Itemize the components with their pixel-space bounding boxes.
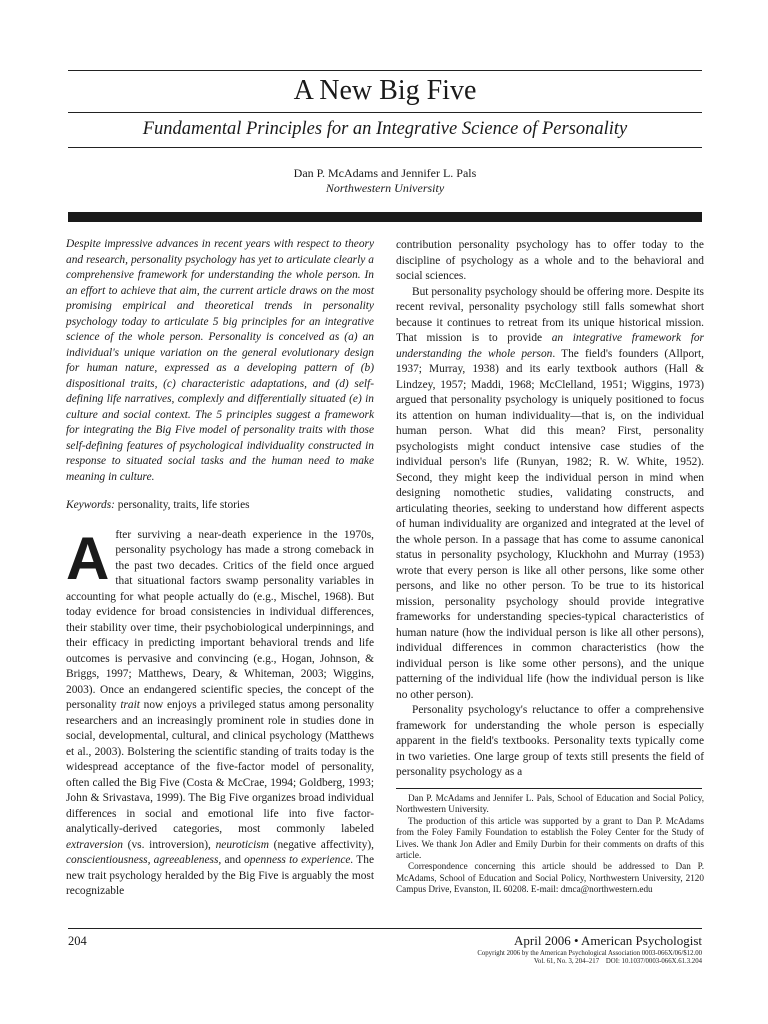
emphasis-integrative-framework: an integrative framework for understanding the whole person [396,332,704,360]
right-column [396,238,704,781]
textbooks-paragraph: Personality psychology's reluctance to offer a comprehensive framework for understanding the whole person is especially apparent in the field's textbooks. Personality texts typically come in two varieties. One large group of texts still presents the field of personality psychology as a [396,704,704,778]
volume-doi-line: Vol. 61, No. 3, 204–217 DOI: 10.1037/0003-066X.61.3.204 [533,958,702,965]
emphasis-conscientiousness: conscientiousness, agreeableness, [66,854,222,866]
footnotes [396,793,704,896]
mission-paragraph [396,285,704,704]
copyright-line: Copyright 2006 by the American Psychological Association 0003-066X/06/$12.00 [477,950,702,957]
article-subtitle: Fundamental Principles for an Integrative Science of Personality [142,119,628,139]
author-names: Dan P. McAdams and Jennifer L. Pals [293,166,477,180]
journal-info: April 2006 • American Psychologist [514,933,702,948]
footnote-correspondence: Correspondence concerning this article should be addressed to Dan P. McAdams, School of Education and Social Policy, Northwestern University, 2120 Campus Drive, Evanston, IL 60208. E-mail: dmca@northwestern.edu [396,861,704,895]
intro-text-1: fter surviving a near-death experience in the 1970s, personality psychology has made a strong comeback in the past two decades. Critics of the field once argued that situational factors swamp personality variables in accounting for what people actually do (e.g., Mischel, 1968). But today evidence for broad consistencies in individual differences, their stability over time, their psychobiological underpinnings, and their efficacy in predicting important behavioral trends and life outcomes is pervasive and convincing (e.g., Hogan, Johnson, & Briggs, 1997; Matthews, Deary, & Whiteman, 2003; Wiggins, 2003). Once an endangered scientific species, the concept of the personality [66,528,374,711]
intro-text-3: (vs. introversion), [122,838,216,851]
subtitle-rule [68,147,702,148]
emphasis-neuroticism: neuroticism [215,838,269,851]
abstract: Despite impressive advances in recent years with respect to theory and research, personality psychology has yet to articulate clearly a comprehensive framework for understanding the whole person. In an effort to achieve that aim, the current article draws on the most promising empirical and theoretical trends in personality psychology today to articulate 5 big principles for an integrative science of the whole person. Personality is conceived as (a) an individual's unique variation on the general evolutionary design for human nature, expressed as a developing pattern of (b) dispositional traits, (c) characteristic adaptations, and (d) self-defining life narratives, complexly and differentially situated (e) in culture and social context. The 5 principles suggest a framework for integrating the Big Five model of personality traits with those self-defining features of psychological individuality constructed in response to situated social tasks and the human need to make meaning in culture. [66,238,374,483]
left-column [66,237,374,900]
continued-paragraph: contribution personality psychology has to offer today to the discipline of psychology as a whole and to the behavioral and social sciences. [396,239,704,282]
heavy-divider [68,212,702,222]
title-rule [68,112,702,113]
top-rule [68,70,702,71]
author-affiliation: Northwestern University [325,181,445,195]
author-block [68,166,702,196]
keywords-text: personality, traits, life stories [114,499,250,511]
footnote-affiliation: Dan P. McAdams and Jennifer L. Pals, School of Education and Social Policy, Northwestern University. [396,793,704,815]
page-number: 204 [68,934,87,948]
keywords-label: Keywords: [66,499,115,511]
copyright-block [477,950,702,966]
emphasis-openness: openness to experience. [244,854,354,866]
mission-text-2: . The field's founders (Allport, 1937; Murray, 1938) and its early textbook authors (Hall & Lindzey, 1957; Maddi, 1968; McClelland, 1951; Wiggins, 1973) argued that personality psychology is uniquely positioned to focus its attention on human individuality—that is, on the individual human person. What did this mean? First, personality psychologists might conduct intensive case studies of the individual person's life (Runyan, 1982; R. W. White, 1952). Second, they might keep the individual person in mind when designing nomothetic studies, validating constructs, and articulating theories, seeking to understand how different aspects of human individuality are organized and integrated at the level of the whole person. In a passage that has come to assume canonical status in personality psychology, Kluckhohn and Murray (1953) wrote that every person is like all other persons, like some other persons, and like no other person. To be true to its historical mission, personality psychology should provide integrative frameworks for understanding species-typical characteristics of human nature (how the individual person is like all other persons), individual differences in common characteristics (how the individual person is like some other persons), and the unique patterning of the individual life (how the individual person is like no other person). [396,347,704,701]
intro-text-2: now enjoys a privileged status among personality researchers and an increasingly prominent role in studies done in social, developmental, cultural, and clinical psychology (Matthews et al., 2003). Bolstering the scientific standing of traits today is the widespread acceptance of the five-factor model of personality, often called the Big Five (Costa & McCrae, 1994; Goldberg, 1993; John & Srivastava, 1999). The Big Five organizes broad individual differences in social and emotional life into five factor-analytically-derived categories, most commonly labeled [66,699,374,835]
drop-cap: A [66,524,110,592]
intro-text-5: and [221,854,245,866]
intro-paragraph [66,524,374,900]
footer-rule [68,928,702,929]
emphasis-extraversion: extraversion [66,838,123,851]
mission-text-1: But personality psychology should be offering more. Despite its recent revival, personality psychology still falls somewhat short because it continues to retreat from its unique historical mission. That mission is to provide [396,285,704,344]
footnote-funding: The production of this article was supported by a grant to Dan P. McAdams from the Foley Family Foundation to establish the Foley Center for the Study of Lives. We thank Jon Adler and Emily Durbin for their comments on drafts of this article. [396,815,704,861]
footnote-rule [396,788,702,789]
keywords [66,498,374,514]
intro-text-6: The new trait psychology heralded by the Big Five is arguably the most recognizable [66,854,374,897]
article-title: A New Big Five [293,75,477,106]
emphasis-trait: trait [120,699,140,711]
intro-text-4: (negative affectivity), [268,838,374,851]
